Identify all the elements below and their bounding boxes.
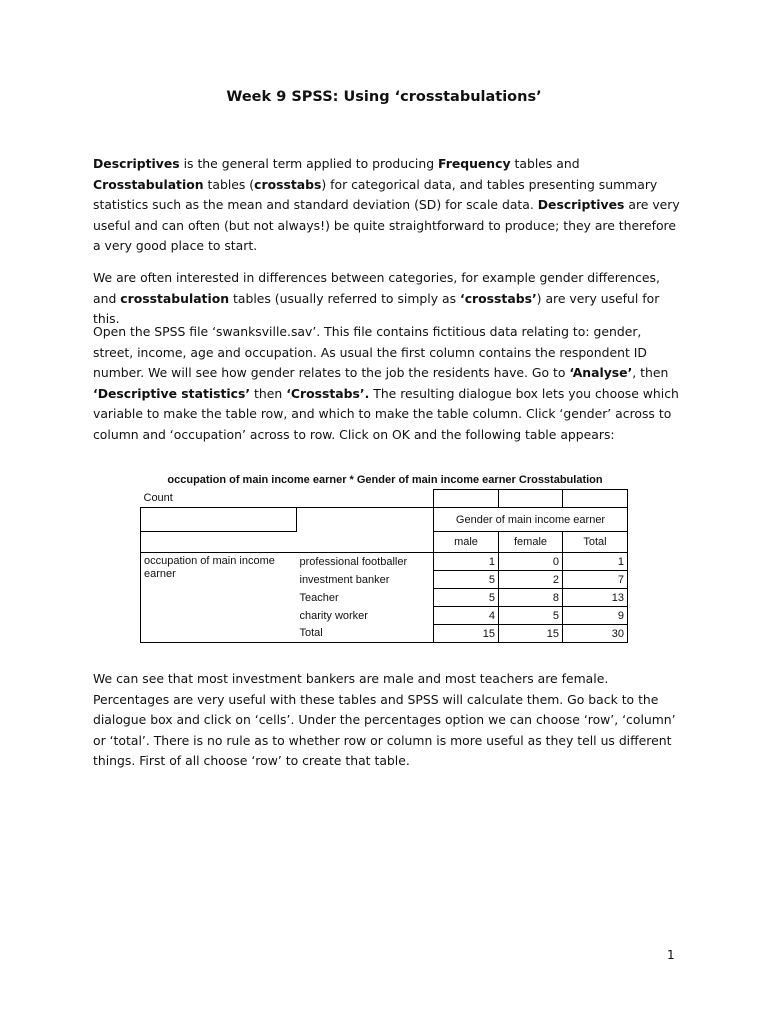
document-title: Week 9 SPSS: Using ‘crosstabulations’ — [226, 89, 542, 105]
crosstab-title: occupation of main income earner * Gender of main income earner Crosstabulation — [167, 474, 603, 486]
column-female: female — [499, 532, 563, 553]
column-group-label: Gender of main income earner — [434, 508, 628, 532]
row-variable-label: occupation of main income earner — [141, 553, 297, 643]
paragraph-instructions: Open the SPSS file ‘swanksville.sav’. This file contains fictitious data relating to: gender, street, income, age and occupation. As usual the first column contains the respondent ID number. We will see how gender relates to the job the residents have. Go to ‘Analyse’, then ‘Descriptive statistics’ then ‘Crosstabs’. The resulting dialogue box lets you choose which variable to make the table row, and which to make the table column. Click ‘gender’ across to column and ‘occupation’ across to row. Click on OK and the following table appears: — [93, 324, 679, 442]
row-label: professional footballer — [299, 555, 408, 568]
paragraph-crosstabs-intro: We are often interested in differences between categories, for example gender differences, and crosstabulation tables (usually referred to simply as ‘crosstabs’) are very useful for this. — [93, 270, 660, 326]
row-label: charity worker — [299, 609, 368, 622]
crosstab-count-row — [141, 490, 628, 508]
column-total: Total — [563, 532, 628, 553]
table-row: occupation of main income earner professional footballer 1 0 1 — [141, 553, 628, 571]
column-male: male — [434, 532, 499, 553]
table-row: investment banker 5 2 7 — [141, 571, 628, 589]
row-label: investment banker — [299, 573, 390, 586]
count-label: Count — [141, 490, 434, 508]
crosstab-column-header — [141, 532, 628, 553]
crosstab-group-header — [141, 508, 628, 532]
paragraph-percentages: We can see that most investment bankers are male and most teachers are female. Percentages are very useful with these tables and SPSS will calculate them. Go back to the dialogue box and click on ‘cells’. Under the percentages option we can choose ‘row’, ‘column’ or ‘total’. There is no rule as to whether row or column is more useful as they tell us different things. First of all choose ‘row’ to create that table. — [93, 671, 676, 768]
page-number: 1 — [667, 948, 675, 962]
table-row: Teacher 5 8 13 — [141, 589, 628, 607]
crosstab-table — [140, 489, 628, 643]
table-row-total: Total 15 15 30 — [141, 625, 628, 643]
row-label: Teacher — [299, 591, 339, 604]
paragraph-descriptives: Descriptives is the general term applied to producing Frequency tables and Crosstabulation tables (crosstabs) for categorical data, and tables presenting summary statistics such as the mean and standard deviation (SD) for scale data. Descriptives are very useful and can often (but not always!) be quite straightforward to produce; they are therefore a very good place to start. — [93, 156, 680, 253]
table-row: charity worker 4 5 9 — [141, 607, 628, 625]
row-label: Total — [297, 625, 434, 643]
